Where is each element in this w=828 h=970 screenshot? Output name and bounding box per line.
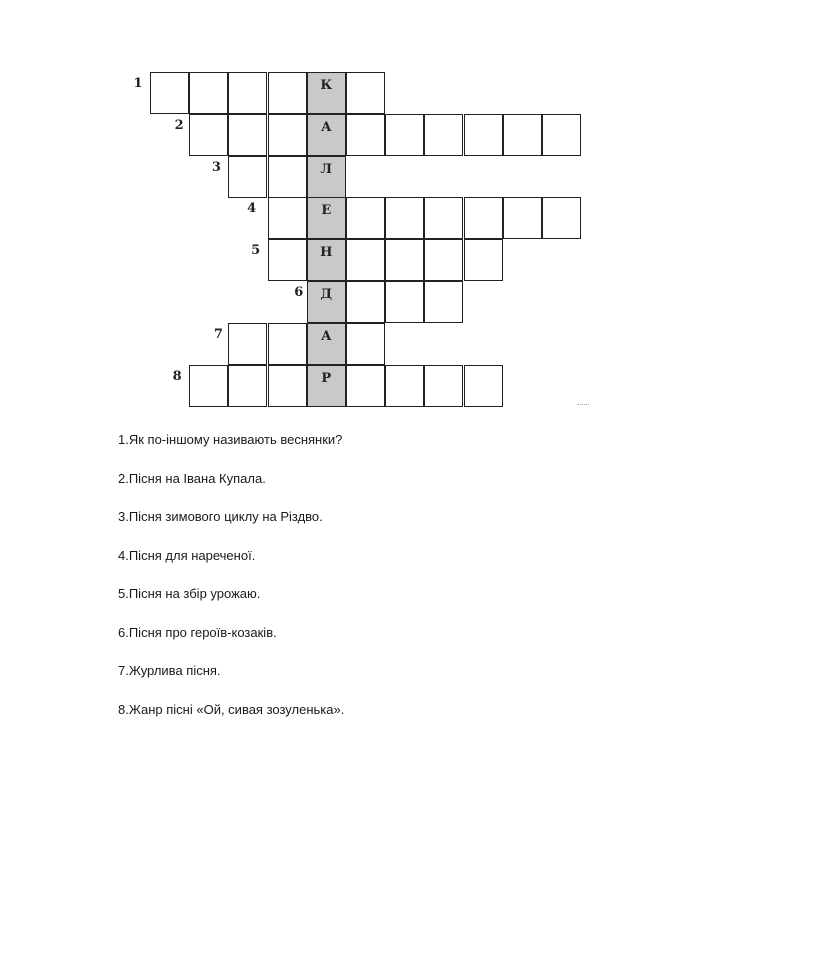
crossword-cell	[385, 239, 424, 281]
crossword-cell	[268, 72, 307, 114]
scan-mark	[577, 404, 589, 409]
crossword-cell	[228, 365, 267, 407]
crossword-cell	[424, 197, 463, 239]
crossword-cell	[464, 365, 503, 407]
crossword-cell	[542, 114, 581, 156]
clue-item: 3.Пісня зимового циклу на Різдво.	[118, 509, 323, 524]
row-number: 8	[172, 368, 182, 384]
crossword-cell	[346, 197, 385, 239]
clue-item: 7.Журлива пісня.	[118, 663, 221, 678]
crossword-cell	[228, 156, 267, 198]
crossword-cell	[542, 197, 581, 239]
clue-item: 6.Пісня про героїв-козаків.	[118, 624, 277, 640]
crossword-cell	[424, 239, 463, 281]
crossword-key-cell: Е	[307, 197, 346, 239]
crossword-cell	[268, 156, 307, 198]
crossword-cell	[346, 72, 385, 114]
crossword-cell	[464, 114, 503, 156]
crossword-cell	[189, 114, 228, 156]
row-number: 5	[251, 243, 261, 259]
row-number: 2	[174, 117, 184, 133]
crossword-cell	[268, 239, 307, 281]
crossword-grid	[0, 0, 828, 420]
crossword-cell	[503, 114, 542, 156]
crossword-cell	[268, 114, 307, 156]
crossword-cell	[385, 197, 424, 239]
crossword-cell	[150, 72, 189, 114]
crossword-cell	[424, 365, 463, 407]
crossword-key-cell: Л	[307, 156, 346, 198]
crossword-cell	[228, 323, 267, 365]
crossword-cell	[385, 365, 424, 407]
crossword-key-cell: А	[307, 323, 346, 365]
crossword-cell	[346, 114, 385, 156]
crossword-cell	[268, 365, 307, 407]
clue-item: 2.Пісня на Івана Купала.	[118, 470, 266, 486]
row-number: 6	[294, 285, 304, 300]
crossword-cell	[464, 239, 503, 281]
clue-item: 4.Пісня для нареченої.	[118, 547, 256, 563]
crossword-key-cell: Р	[307, 365, 346, 407]
crossword-cell	[385, 281, 424, 323]
crossword-key-cell: А	[307, 114, 346, 156]
clue-item: 8.Жанр пісні «Ой, сивая зозуленька».	[118, 701, 345, 717]
crossword-cell	[189, 365, 228, 407]
crossword-cell	[189, 72, 228, 114]
crossword-cell	[424, 281, 463, 323]
crossword-cell	[424, 114, 463, 156]
crossword-key-cell: Д	[307, 281, 346, 323]
crossword-cell	[503, 197, 542, 239]
crossword-cell	[228, 72, 267, 114]
row-number: 7	[213, 326, 223, 342]
crossword-cell	[346, 365, 385, 407]
crossword-cell	[464, 197, 503, 239]
clue-item: 1.Як по-іншому називають веснянки?	[118, 432, 343, 447]
crossword-key-cell: Н	[307, 239, 346, 281]
crossword-cell	[268, 323, 307, 365]
row-number: 1	[133, 76, 143, 91]
crossword-cell	[385, 114, 424, 156]
crossword-cell	[346, 281, 385, 323]
clue-list	[118, 430, 344, 738]
crossword-cell	[346, 323, 385, 365]
crossword-key-cell: К	[307, 72, 346, 114]
crossword-cell	[268, 197, 307, 239]
crossword-cell	[228, 114, 267, 156]
row-number: 3	[211, 159, 221, 175]
clue-item: 5.Пісня на збір урожаю.	[118, 586, 261, 601]
row-number: 4	[247, 201, 257, 217]
crossword-cell	[346, 239, 385, 281]
